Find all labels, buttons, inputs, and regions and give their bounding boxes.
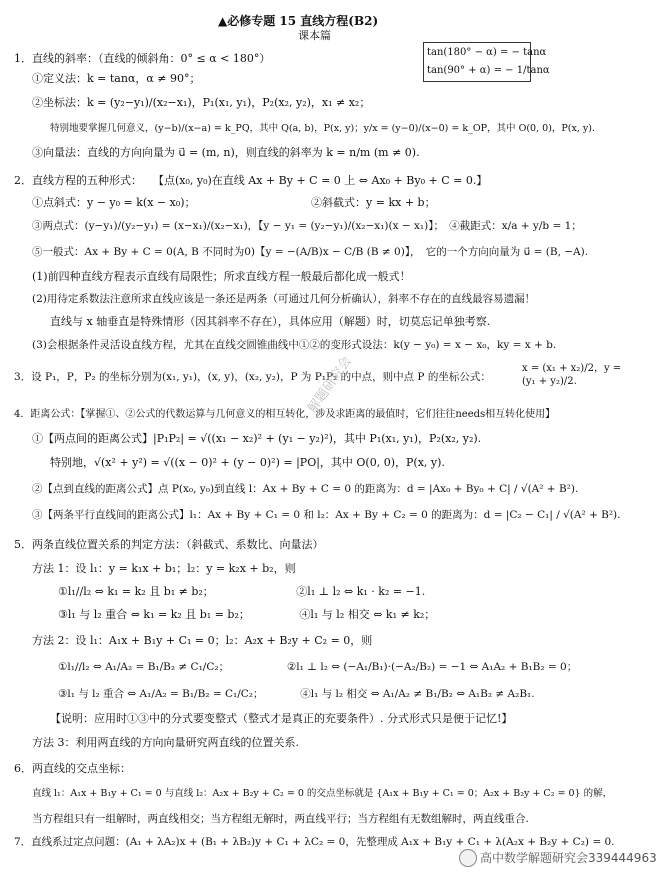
line-2-1: ①点斜式：y − y₀ = k(x − x₀)； ②斜截式：y = kx + b； bbox=[32, 196, 436, 209]
section-7-heading: 7．直线系过定点问题：(A₁ + λA₂)x + (B₁ + λB₂)y + C₁ + λC₂ = 0，先整理成 A₁x + B₁y + C₁ + λ(A₂x + B₂y + C₂) = 0. bbox=[14, 836, 615, 848]
section-6-heading: 6．两直线的交点坐标： bbox=[14, 762, 131, 775]
method-1-b: ③l₁ 与 l₂ 重合 ⇔ k₁ = k₂ 且 b₁ = b₂； ④l₁ 与 l₂ 相交 ⇔ k₁ ≠ k₂； bbox=[58, 608, 436, 621]
midpoint-formula: x = (x₁ + x₂)/2，y = (y₁ + y₂)/2. bbox=[522, 363, 622, 387]
line-1-2: ②坐标法：k = (y₂−y₁)/(x₂−x₁)，P₁(x₁, y₁)，P₂(x₂, y₂)，x₁ ≠ x₂； bbox=[32, 96, 371, 109]
line-2-2: ③两点式：(y−y₁)/(y₂−y₁) = (x−x₁)/(x₂−x₁)，【y − y₁ = (y₂−y₁)/(x₂−x₁)(x − x₁)】； ④截距式：x/a + y/b = 1； bbox=[32, 220, 582, 232]
line-4-2: 特别地，√(x² + y²) = √((x − 0)² + (y − 0)²) = |PO|，其中 O(0, 0)，P(x, y). bbox=[50, 456, 445, 469]
line-4-4: ③【两条平行直线间的距离公式】l₁：Ax + By + C₁ = 0 和 l₂：Ax + By + C₂ = 0 的距离为：d = |C₂ − C₁| / √(A² + B²). bbox=[32, 509, 621, 521]
line-1-1: ①定义法：k = tanα，α ≠ 90°； bbox=[32, 72, 201, 85]
section-3-heading: 3．设 P₁，P，P₂ 的坐标分别为(x₁, y₁)，(x, y)，(x₂, y₂)，P 为 P₁P₂ 的中点，则中点 P 的坐标公式： bbox=[14, 371, 491, 383]
line-4-3: ②【点到直线的距离公式】点 P(x₀, y₀)到直线 l：Ax + By + C = 0 的距离为：d = |Ax₀ + By₀ + C| / √(A² + B²). bbox=[32, 483, 579, 495]
line-2-note-2: (2)用待定系数法注意所求直线应该是一条还是两条（可通过几何分析确认），斜率不存在的直线最容易遗漏！ bbox=[32, 293, 536, 305]
trig-formula-1: tan(180° − α) = − tanα bbox=[427, 47, 547, 58]
line-2-note-1: (1)前四种直线方程表示直线有局限性；所求直线方程一般最后都化成一般式！ bbox=[32, 270, 411, 283]
line-2-note-3: 直线与 x 轴垂直是特殊情形（因其斜率不存在），具体应用（解题）时，切莫忘记单独考察. bbox=[50, 315, 491, 328]
doc-subtitle: 课本篇 bbox=[298, 29, 331, 42]
line-4-1: ①【两点间的距离公式】|P₁P₂| = √((x₁ − x₂)² + (y₁ − y₂)²)，其中 P₁(x₁, y₁)，P₂(x₂, y₂). bbox=[32, 432, 482, 445]
method-2-note: 【说明：应用时①③中的分式要变整式（整式才是真正的充要条件）. 分式形式只是便于记忆!】 bbox=[50, 712, 513, 725]
doc-title: ▲必修专题 15 直线方程(B2) bbox=[218, 14, 379, 28]
method-1-heading: 方法 1：设 l₁：y = k₁x + b₁；l₂：y = k₂x + b₂，则 bbox=[32, 562, 296, 575]
footer-source: 高中数学解题研究会339444963 bbox=[480, 851, 657, 865]
method-2-a: ①l₁//l₂ ⇔ A₁/A₂ = B₁/B₂ ≠ C₁/C₂； ②l₁ ⊥ l₂ ⇔ (−A₁/B₁)·(−A₂/B₂) = −1 ⇔ A₁A₂ + B₁B₂ = 0； bbox=[58, 661, 578, 673]
trig-formula-box bbox=[423, 42, 550, 82]
method-3: 方法 3：利用两直线的方向向量研究两直线的位置关系. bbox=[32, 736, 299, 749]
method-2-b: ③l₁ 与 l₂ 重合 ⇔ A₁/A₂ = B₁/B₂ = C₁/C₂； ④l₁ 与 l₂ 相交 ⇔ A₁/A₂ ≠ B₁/B₂ ⇔ A₁B₂ ≠ A₂B₁. bbox=[58, 688, 535, 700]
method-2-heading: 方法 2：设 l₁：A₁x + B₁y + C₁ = 0；l₂：A₂x + B₂y + C₂ = 0，则 bbox=[32, 634, 373, 647]
line-6-1: 直线 l₁：A₁x + B₁y + C₁ = 0 与直线 l₂：A₂x + B₂y + C₂ = 0 的交点坐标就是 {A₁x + B₁y + C₁ = 0；A₂x + B₂y + C₂ = 0} 的解， bbox=[32, 788, 613, 799]
line-6-2: 当方程组只有一组解时，两直线相交；当方程组无解时，两直线平行；当方程组有无数组解时，两直线重合. bbox=[32, 813, 529, 825]
section-5-heading: 5．两条直线位置关系的判定方法：（斜截式、系数比、向量法） bbox=[14, 538, 324, 551]
method-1-a: ①l₁//l₂ ⇔ k₁ = k₂ 且 b₁ ≠ b₂； ②l₁ ⊥ l₂ ⇔ k₁ · k₂ = −1. bbox=[58, 585, 426, 598]
line-1-3: 特别地要掌握几何意义，(y−b)/(x−a) = k_PQ，其中 Q(a, b)，P(x, y)；y/x = (y−0)/(x−0) = k_OP，其中 O(0, 0)，P(x, y). bbox=[50, 123, 595, 134]
line-1-4: ③向量法：直线的方向向量为 u⃗ = (m, n)，则直线的斜率为 k = n/m (m ≠ 0). bbox=[32, 146, 420, 159]
section-4-heading: 4．距离公式：【掌握①、②公式的代数运算与几何意义的相互转化，涉及求距离的最值时，它们往往needs相互转化使用】 bbox=[14, 409, 556, 420]
line-2-3: ⑤一般式：Ax + By + C = 0(A, B 不同时为0)【y = −(A/B)x − C/B (B ≠ 0)】， 它的一个方向向量为 u⃗ = (B, −A). bbox=[32, 246, 589, 258]
wechat-logo-icon bbox=[459, 849, 477, 867]
section-1-heading: 1．直线的斜率：（直线的倾斜角：0° ≤ α < 180°） bbox=[14, 52, 271, 65]
trig-formula-2: tan(90° + α) = − 1/tanα bbox=[427, 65, 550, 76]
section-2-heading: 2．直线方程的五种形式： 【点(x₀, y₀)在直线 Ax + By + C = 0 上 ⇔ Ax₀ + By₀ + C = 0.】 bbox=[14, 174, 488, 187]
line-2-note-4: (3)会根据条件灵活设直线方程，尤其在直线交圆锥曲线中①②的变形式设法：k(y − y₀) = x − x₀，ky = x + b. bbox=[32, 339, 557, 351]
watermark: 解题研究会 bbox=[305, 354, 355, 416]
